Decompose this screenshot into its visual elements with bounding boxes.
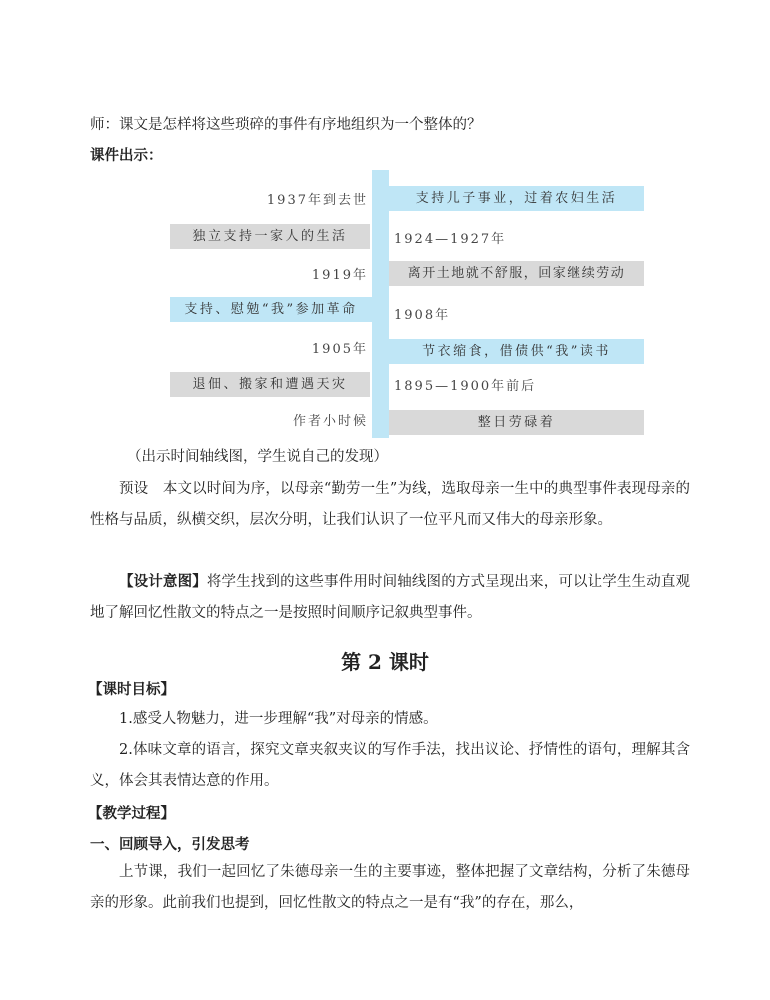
timeline-box-labor: 整日劳碌着 [389, 410, 644, 435]
design-intent-text: 将学生找到的这些事件用时间轴线图的方式呈现出来，可以让学生生动直观地了解回忆性散文的特点之一是按照时间顺序记叙典型事件。 [90, 574, 691, 621]
courseware-label: 课件出示： [90, 147, 163, 164]
design-intent-label: 【设计意图】 [119, 573, 207, 590]
timeline-box-support-revolution: 支持、慰勉“我”参加革命 [170, 297, 372, 322]
objective-2: 2.体味文章的语言，探究文章夹叙夹议的写作手法，找出议论、抒情性的语句，理解其含义，体会其表情达意的作用。 [90, 742, 690, 789]
timeline-box-tenant-move: 退佃、搬家和遭遇天灾 [170, 372, 370, 397]
section1-paragraph: 上节课，我们一起回忆了朱德母亲一生的主要事迹，整体把握了文章结构，分析了朱德母亲的形象。此前我们也提到，回忆性散文的特点之一是有“我”的存在，那么， [90, 864, 690, 911]
timeline-box-leave-land: 离开土地就不舒服，回家继续劳动 [389, 261, 644, 286]
timeline-label-1905: 1905年 [311, 342, 368, 357]
timeline-caption: （出示时间轴线图，学生说自己的发现） [127, 449, 388, 465]
timeline-label-1937: 1937年到去世 [266, 193, 368, 208]
preset-paragraph: 预设 本文以时间为序，以母亲“勤劳一生”为线，选取母亲一生中的典型事件表现母亲的性格与品质，纵横交织，层次分明，让我们认识了一位平凡而又伟大的母亲形象。 [90, 481, 690, 528]
timeline-label-1908: 1908年 [394, 308, 451, 323]
section1-heading: 一、回顾导入，引发思考 [90, 836, 250, 853]
timeline-box-save-money: 节衣缩食，借债供“我”读书 [389, 339, 644, 364]
objective-1: 1.感受人物魅力，进一步理解“我”对母亲的情感。 [119, 711, 438, 727]
timeline-label-1924: 1924—1927年 [394, 232, 507, 247]
timeline-label-1919: 1919年 [311, 268, 368, 283]
timeline-box-support-son: 支持儿子事业，过着农妇生活 [389, 186, 644, 211]
timeline-label-childhood: 作者小时候 [292, 414, 368, 429]
timeline-label-1895: 1895—1900年前后 [394, 379, 537, 394]
lesson-title: 第 2 课时 [341, 650, 429, 674]
process-heading: 【教学过程】 [88, 805, 175, 822]
timeline-axis [372, 170, 389, 438]
timeline-box-support-family: 独立支持一家人的生活 [170, 224, 370, 249]
objectives-heading: 【课时目标】 [88, 681, 175, 698]
question-text: 师：课文是怎样将这些琐碎的事件有序地组织为一个整体的？ [90, 117, 482, 133]
design-intent-paragraph [90, 566, 690, 629]
